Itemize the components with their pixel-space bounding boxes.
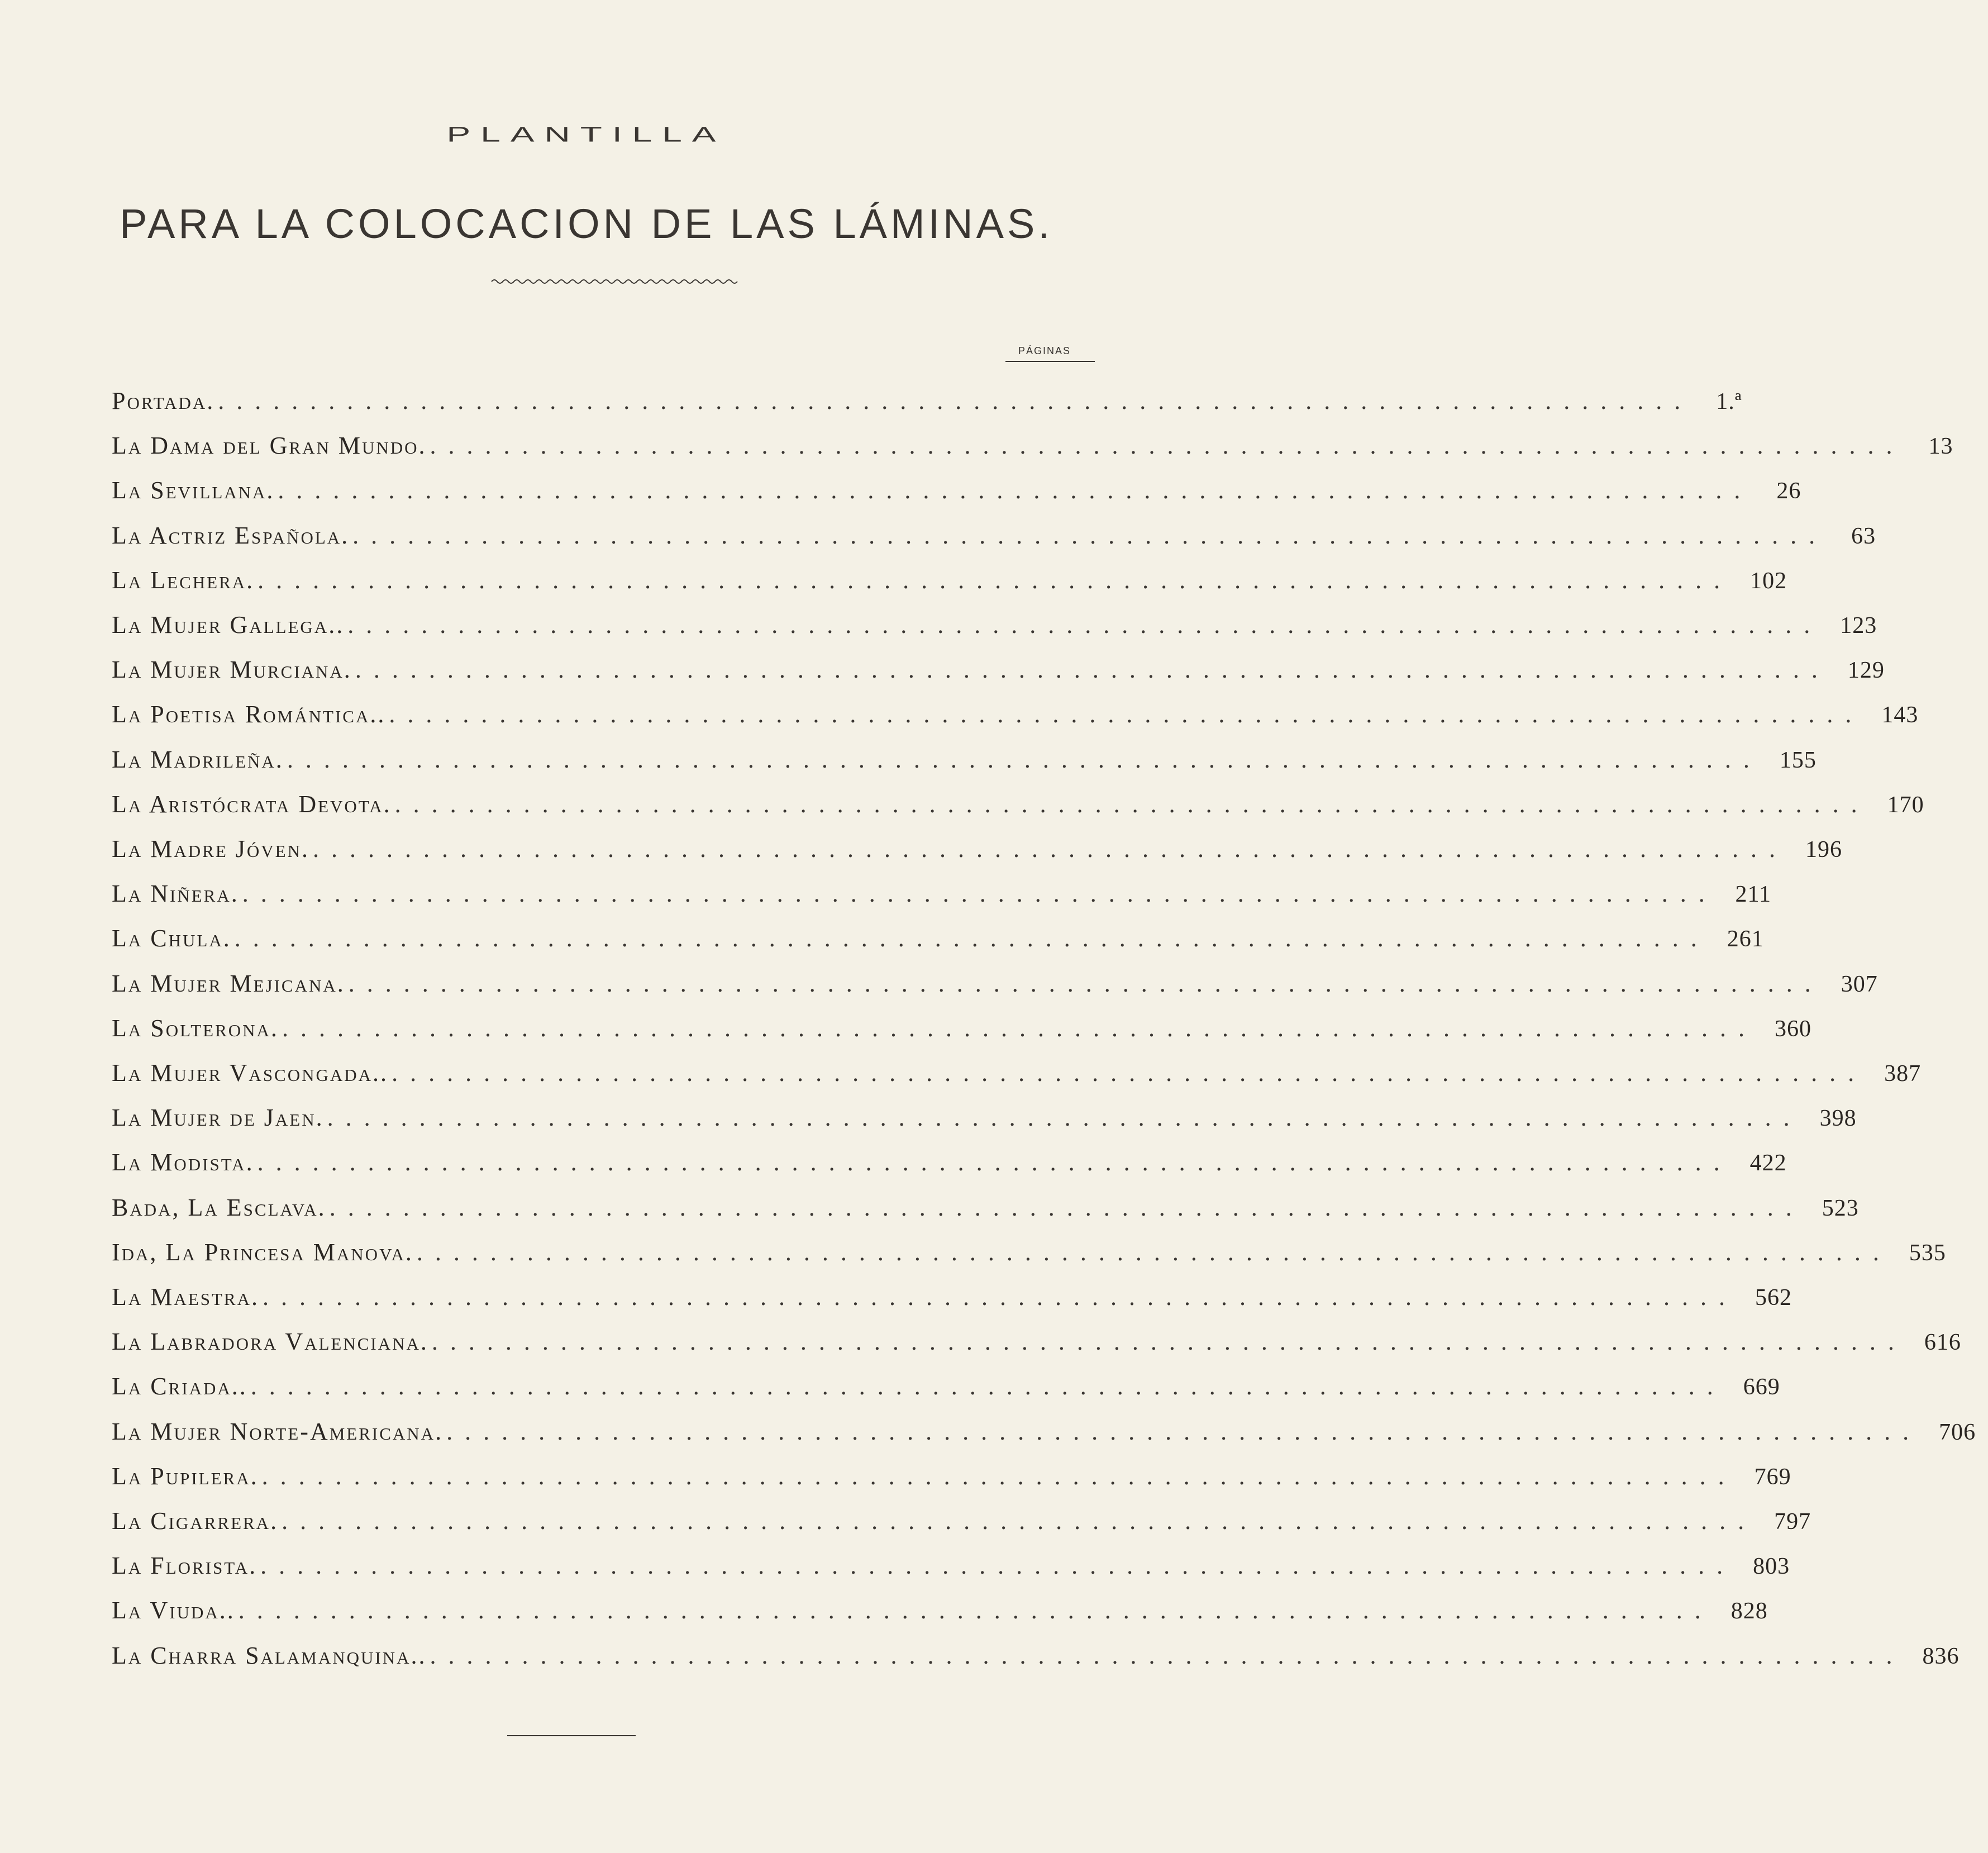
list-item bbox=[112, 909, 1764, 952]
page-number: 307 bbox=[1841, 971, 1878, 997]
plate-title: La Chula. bbox=[112, 925, 231, 952]
list-item bbox=[112, 1044, 1922, 1087]
plate-title: La Viuda.. bbox=[112, 1597, 235, 1625]
list-item bbox=[112, 371, 1742, 415]
dot-leader: ................................................................................ bbox=[261, 1462, 1737, 1490]
page-number: 26 bbox=[1776, 478, 1801, 504]
dot-leader: ................................................................................ bbox=[262, 1283, 1737, 1311]
list-item bbox=[112, 1312, 1961, 1356]
dot-leader: ................................................................................ bbox=[218, 387, 1693, 415]
plate-title: La Sevillana. bbox=[112, 477, 275, 504]
plate-title: La Labradora Valenciana. bbox=[112, 1328, 428, 1356]
plate-title: La Pupilera. bbox=[112, 1462, 259, 1490]
page-number: 102 bbox=[1750, 568, 1787, 594]
plate-title: La Madrileña. bbox=[112, 745, 284, 773]
list-item bbox=[112, 1223, 1946, 1266]
pages-column-rule bbox=[1005, 361, 1095, 362]
dot-leader: ................................................................................ bbox=[260, 1552, 1736, 1580]
plate-title: La Maestra. bbox=[112, 1283, 259, 1311]
list-item bbox=[112, 1536, 1790, 1580]
list-item bbox=[112, 551, 1787, 594]
plate-title: La Mujer Mejicana. bbox=[112, 969, 345, 997]
dot-leader: ................................................................................ bbox=[287, 745, 1762, 773]
list-item bbox=[112, 1178, 1859, 1222]
plate-title: Bada, La Esclava. bbox=[112, 1193, 326, 1221]
page-number: 155 bbox=[1779, 747, 1817, 773]
list-item bbox=[112, 1581, 1768, 1625]
page-number: 562 bbox=[1755, 1285, 1792, 1311]
page-number: 170 bbox=[1887, 792, 1924, 818]
page-number: 422 bbox=[1749, 1150, 1787, 1176]
list-item bbox=[112, 1402, 1976, 1446]
dot-leader: ................................................................................ bbox=[431, 1328, 1906, 1356]
dot-leader: ................................................................................ bbox=[430, 1641, 1905, 1669]
dot-leader: ................................................................................ bbox=[282, 1014, 1757, 1042]
page-number: 211 bbox=[1735, 882, 1771, 908]
list-item bbox=[112, 506, 1876, 550]
list-item bbox=[112, 596, 1877, 639]
page-number: 129 bbox=[1847, 658, 1885, 684]
list-item bbox=[112, 775, 1924, 818]
page-number: 535 bbox=[1909, 1240, 1946, 1266]
page-number: 261 bbox=[1727, 926, 1764, 952]
dot-leader: ................................................................................ bbox=[242, 880, 1717, 908]
dot-leader: ................................................................................ bbox=[278, 477, 1753, 504]
page-number: 836 bbox=[1922, 1643, 1960, 1669]
page-number: 143 bbox=[1881, 702, 1919, 728]
list-item bbox=[112, 1133, 1787, 1176]
dot-leader: ................................................................................ bbox=[327, 1104, 1802, 1132]
list-item bbox=[112, 1088, 1857, 1132]
plate-title: La Mujer Murciana. bbox=[112, 656, 352, 684]
dot-leader: ................................................................................ bbox=[234, 925, 1709, 952]
list-item bbox=[112, 1492, 1811, 1535]
dot-leader: ................................................................................ bbox=[352, 521, 1828, 549]
list-item bbox=[112, 1626, 1960, 1670]
page-title: PLANTILLA bbox=[446, 122, 726, 146]
dot-leader: ................................................................................ bbox=[258, 566, 1733, 594]
page-number: 1.ª bbox=[1716, 389, 1742, 415]
dot-leader: ................................................................................ bbox=[416, 1238, 1891, 1266]
dot-leader: ................................................................................ bbox=[347, 611, 1823, 639]
page-number: 523 bbox=[1822, 1195, 1859, 1221]
page-number: 828 bbox=[1730, 1598, 1768, 1625]
plate-title: La Solterona. bbox=[112, 1014, 279, 1042]
plate-title: La Florista. bbox=[112, 1552, 258, 1580]
plate-title: La Dama del Gran Mundo. bbox=[112, 432, 427, 460]
dot-leader: ................................................................................ bbox=[389, 701, 1864, 728]
list-item bbox=[112, 820, 1842, 863]
page-number: 398 bbox=[1819, 1106, 1857, 1132]
plate-title: La Madre Jóven. bbox=[112, 835, 309, 863]
page-subtitle: PARA LA COLOCACION DE LAS LÁMINAS. bbox=[120, 201, 1053, 247]
plate-title: La Cigarrera. bbox=[112, 1507, 279, 1535]
list-item bbox=[112, 1447, 1791, 1490]
plate-title: La Poetisa Romántica.. bbox=[112, 701, 386, 728]
list-item bbox=[112, 685, 1919, 728]
page-number: 803 bbox=[1753, 1554, 1790, 1580]
list-item bbox=[112, 461, 1801, 504]
page-number: 196 bbox=[1805, 837, 1842, 863]
dot-leader: ................................................................................ bbox=[355, 656, 1830, 684]
page-number: 769 bbox=[1754, 1464, 1791, 1490]
list-item bbox=[112, 999, 1811, 1042]
dot-leader: ................................................................................ bbox=[257, 1149, 1732, 1176]
list-item bbox=[112, 730, 1817, 774]
plate-title: La Mujer Vascongada.. bbox=[112, 1059, 389, 1087]
page-number: 63 bbox=[1851, 523, 1876, 549]
plate-title: La Modista. bbox=[112, 1149, 254, 1176]
dot-leader: ................................................................................ bbox=[313, 835, 1787, 863]
page-number: 387 bbox=[1884, 1061, 1922, 1087]
plate-title: La Mujer Norte-Americana. bbox=[112, 1417, 444, 1445]
list-item bbox=[112, 416, 1953, 460]
plate-title: La Charra Salamanquina.. bbox=[112, 1641, 427, 1669]
plate-title: La Lechera. bbox=[112, 566, 255, 594]
dot-leader: ................................................................................ bbox=[329, 1193, 1804, 1221]
page-number: 123 bbox=[1840, 613, 1877, 639]
plate-title: La Mujer Gallega.. bbox=[112, 611, 345, 639]
bottom-rule bbox=[507, 1735, 636, 1736]
plate-title: La Aristócrata Devota. bbox=[112, 790, 392, 818]
decorative-wavy-rule bbox=[492, 276, 737, 287]
page-number: 669 bbox=[1743, 1374, 1780, 1401]
plate-title: La Niñera. bbox=[112, 880, 239, 908]
dot-leader: ................................................................................ bbox=[282, 1507, 1757, 1535]
plate-title: La Criada.. bbox=[112, 1373, 247, 1401]
list-item bbox=[112, 640, 1885, 684]
list-item bbox=[112, 1357, 1780, 1401]
plate-title: Portada. bbox=[112, 387, 215, 415]
page-number: 13 bbox=[1928, 434, 1953, 460]
list-item bbox=[112, 954, 1878, 998]
plate-title: La Actriz Española. bbox=[112, 521, 350, 549]
list-item bbox=[112, 864, 1771, 908]
dot-leader: ................................................................................ bbox=[250, 1373, 1725, 1401]
page-number: 616 bbox=[1924, 1330, 1961, 1356]
plate-title: Ida, La Princesa Manova. bbox=[112, 1238, 413, 1266]
dot-leader: ................................................................................ bbox=[394, 790, 1870, 818]
page-number: 360 bbox=[1774, 1016, 1811, 1042]
plate-title: La Mujer de Jaen. bbox=[112, 1104, 324, 1132]
dot-leader: ................................................................................ bbox=[348, 969, 1823, 997]
dot-leader: ................................................................................ bbox=[446, 1417, 1922, 1445]
dot-leader: ................................................................................ bbox=[430, 432, 1905, 460]
pages-column-header: PÁGINAS bbox=[1018, 345, 1071, 356]
dot-leader: ................................................................................ bbox=[392, 1059, 1867, 1087]
page-number: 797 bbox=[1774, 1509, 1811, 1535]
page-number: 706 bbox=[1939, 1419, 1976, 1445]
list-item bbox=[112, 1268, 1792, 1311]
dot-leader: ................................................................................ bbox=[238, 1597, 1713, 1625]
